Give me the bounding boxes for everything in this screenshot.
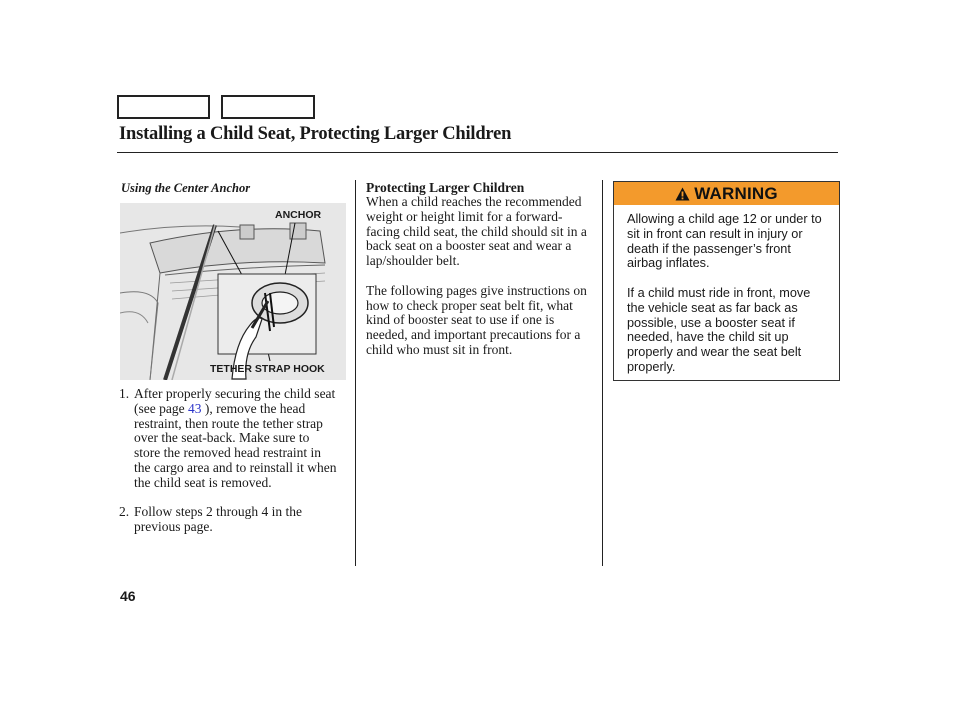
- step-item: [119, 387, 339, 491]
- section-heading: Protecting Larger Children: [366, 180, 525, 195]
- section-tab-box-1[interactable]: [117, 95, 210, 119]
- figure-caption: Using the Center Anchor: [121, 181, 251, 195]
- instruction-steps: [119, 387, 339, 549]
- title-divider: [117, 152, 838, 153]
- step-number: 1.: [119, 386, 130, 401]
- step-item: [119, 505, 339, 535]
- page-reference-link[interactable]: 43: [187, 400, 202, 416]
- center-anchor-illustration: [120, 203, 346, 380]
- step-text: ), remove the head restraint, then route the tether strap over the seat-back. Make sure to store the removed head restraint in the cargo area and to reinstall it when the child seat is removed.: [134, 400, 337, 490]
- warning-body: [614, 205, 839, 375]
- column-divider-2: [602, 180, 603, 566]
- anchor-label: ANCHOR: [275, 209, 322, 221]
- warning-triangle-icon: [675, 187, 690, 201]
- warning-paragraph: If a child must ride in front, move the vehicle seat as far back as possible, use a booster seat if needed, have the child sit up properly and wear the seat belt properly.: [627, 285, 811, 374]
- middle-column: [366, 180, 596, 373]
- step-number: 2.: [119, 504, 130, 520]
- warning-header: [614, 182, 839, 205]
- illustration-drawing: [120, 203, 346, 380]
- tether-strap-hook-label: TETHER STRAP HOOK: [210, 363, 325, 375]
- warning-box: [613, 181, 840, 381]
- body-paragraph: When a child reaches the recommended weight or height limit for a forward-facing child seat, the child should sit in a back seat on a booster seat and wear a lap/shoulder belt.: [366, 194, 587, 269]
- column-divider-1: [355, 180, 356, 566]
- step-text: Follow steps 2 through 4 in the previous page.: [134, 504, 302, 534]
- section-tab-box-2[interactable]: [221, 95, 315, 119]
- page-title: Installing a Child Seat, Protecting Larger Children: [119, 124, 512, 144]
- warning-paragraph: Allowing a child age 12 or under to sit in front can result in injury or death if the passenger’s front airbag inflates.: [627, 212, 822, 271]
- body-paragraph: The following pages give instructions on how to check proper seat belt fit, what kind of booster seat to use if one is needed, and important precautions for a child who must sit in front.: [366, 282, 587, 357]
- warning-title: WARNING: [694, 183, 778, 203]
- page-number: 46: [120, 588, 136, 604]
- step-text: After properly securing the child seat (see page: [134, 386, 336, 416]
